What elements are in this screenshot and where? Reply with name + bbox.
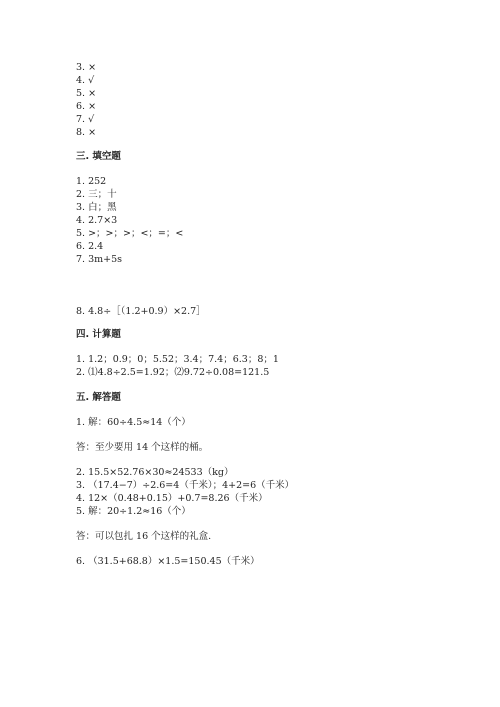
solution-5: 5. 解：20÷1.2≈16（个） (76, 506, 191, 517)
fill-answer-7: 7. 3m+5s (76, 254, 123, 265)
fill-answer-2: 2. 三；十 (76, 189, 117, 200)
solution-3: 3. （17.4−7）÷2.6=4（千米）；4+2=6（千米） (76, 480, 295, 491)
calc-answer-1: 1. 1.2；0.9；0；5.52；3.4；7.4；6.3；8；1 (76, 354, 279, 365)
fill-answer-5: 5. >；>；>；<；=；< (76, 228, 184, 239)
answer-1: 答：至少要用 14 个这样的桶。 (76, 442, 209, 453)
judge-answer-3: 3. × (76, 62, 97, 73)
section-heading-word-problems: 五. 解答题 (76, 392, 121, 403)
judge-answer-4: 4. √ (76, 75, 95, 86)
judge-answer-7: 7. √ (76, 114, 95, 125)
solution-6: 6. （31.5+68.8）×1.5=150.45（千米） (76, 556, 260, 567)
judge-answer-8: 8. × (76, 127, 97, 138)
solution-2: 2. 15.5×52.76×30≈24533（kg） (76, 467, 234, 478)
judge-answer-5: 5. × (76, 88, 97, 99)
fill-answer-4: 4. 2.7×3 (76, 215, 118, 226)
fill-answer-6: 6. 2.4 (76, 241, 104, 252)
fill-answer-1: 1. 252 (76, 176, 107, 187)
solution-4: 4. 12×（0.48+0.15）+0.7=8.26（千米） (76, 493, 268, 504)
fill-answer-3: 3. 白；黑 (76, 202, 117, 213)
answer-5: 答：可以包扎 16 个这样的礼盒. (76, 531, 212, 542)
section-heading-fill-in: 三. 填空题 (76, 151, 121, 162)
solution-1: 1. 解：60÷4.5≈14（个） (76, 417, 191, 428)
calc-answer-2: 2. ⑴4.8÷2.5=1.92；⑵9.72÷0.08=121.5 (76, 367, 270, 378)
section-heading-calculation: 四. 计算题 (76, 329, 121, 340)
judge-answer-6: 6. × (76, 101, 97, 112)
fill-answer-8: 8. 4.8÷［（1.2+0.9）×2.7］ (76, 306, 206, 317)
